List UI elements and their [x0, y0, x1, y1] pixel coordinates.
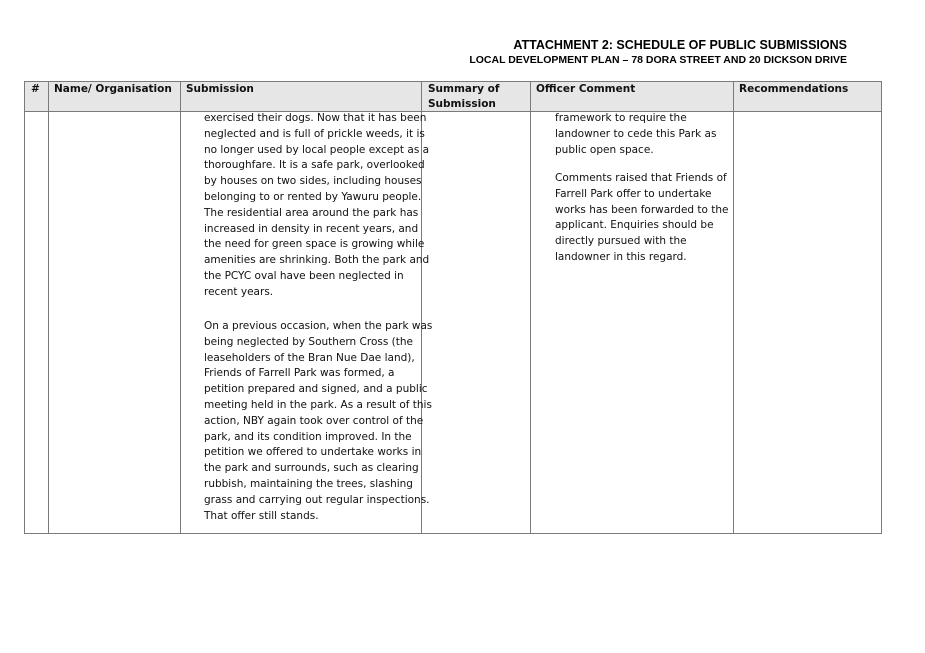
officer-comment-paragraph-2: Comments raised that Friends of Farrell Park offer to undertake works has been forwarded to the applicant. Enquiries should be directly pursued with the landowner in this regard. [555, 172, 729, 263]
column-header-number: # [31, 83, 40, 95]
column-divider [733, 81, 734, 534]
column-divider [48, 81, 49, 534]
column-header-name: Name/ Organisation [54, 83, 172, 95]
table-border-right [881, 81, 882, 534]
table-border-bottom [24, 533, 882, 534]
column-header-summary: Summary of Submission [428, 83, 500, 110]
table-border-left [24, 81, 25, 534]
column-divider [180, 81, 181, 534]
column-header-submission: Submission [186, 83, 254, 95]
document-subtitle: LOCAL DEVELOPMENT PLAN – 78 DORA STREET AND 20 DICKSON DRIVE [469, 54, 847, 66]
officer-comment-paragraph-1: framework to require the landowner to cede this Park as public open space. [555, 112, 717, 156]
submission-paragraph-1: exercised their dogs. Now that it has been neglected and is full of prickle weeds, it is no longer used by local people except as a thoroughfare. It is a safe park, overlooked by houses on two sides, including houses belonging to or rented by Yawuru people. The residential area around the park has increased in density in recent years, and the need for green space is growing while amenities are shrinking. Both the park and the PCYC oval have been neglected in recent years. [204, 112, 430, 298]
column-header-officer-comment: Officer Comment [536, 83, 636, 95]
submission-paragraph-2: On a previous occasion, when the park was being neglected by Southern Cross (the leaseholders of the Bran Nue Dae land), Friends of Farrell Park was formed, a petition prepared and signed, and a public meeting held in the park. As a result of this action, NBY again took over control of the park, and its condition improved. In the petition we offered to undertake works in the park and surrounds, such as clearing rubbish, maintaining the trees, slashing grass and carrying out regular inspections. That offer still stands. [204, 320, 433, 522]
document-title: ATTACHMENT 2: SCHEDULE OF PUBLIC SUBMISSIONS [513, 38, 847, 52]
column-header-recommendations: Recommendations [739, 83, 849, 95]
submissions-table [24, 81, 882, 534]
column-divider [530, 81, 531, 534]
